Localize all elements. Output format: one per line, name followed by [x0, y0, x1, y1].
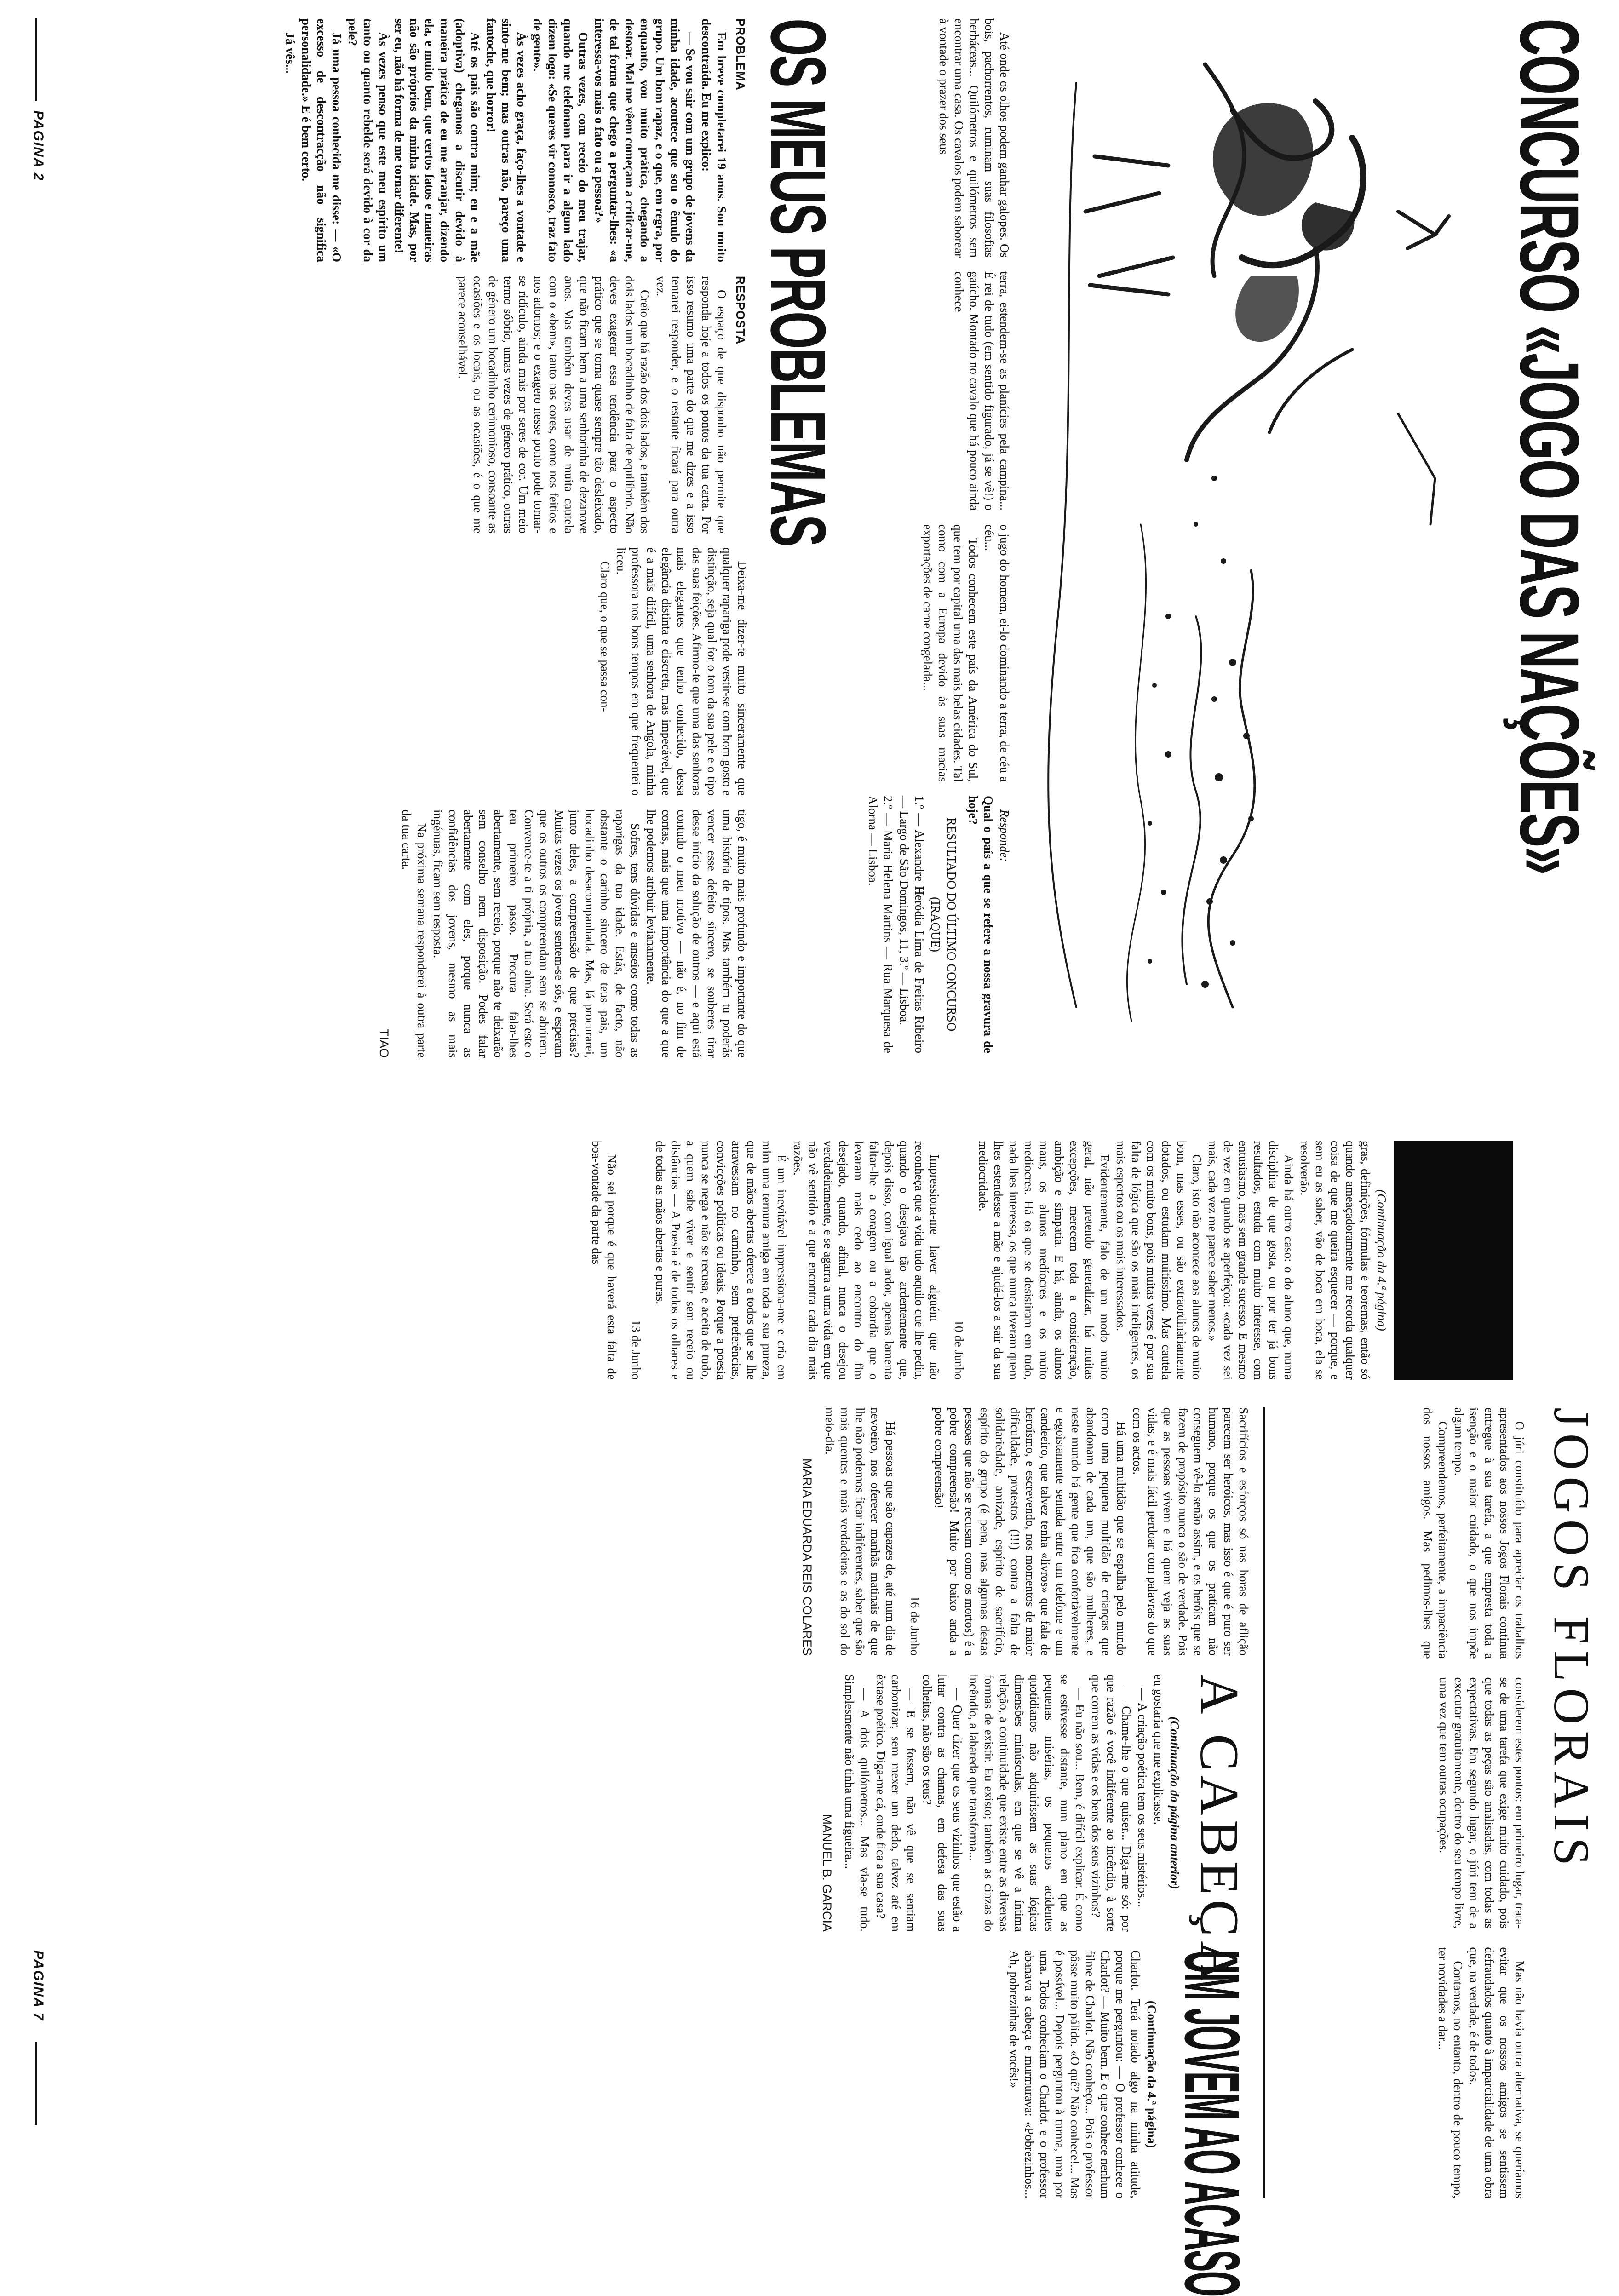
- problem-paragraph-8: Já vês...: [283, 32, 297, 74]
- problem-paragraph-6: Às vezes penso que este meu espírito um tanto ou quanto rebelde será devido à cor da pele?: [346, 18, 390, 262]
- jovem-column: [1005, 1950, 1159, 2198]
- folio-rule-right: [35, 2042, 37, 2125]
- jogos-florais-paragraph-3: Mas não havia outra alternativa, se queríamos evitar que os nossos amigos se sentissem defraudados quanto à imparcialidade de uma obra que, na verdade, é de todos.: [1467, 1947, 1527, 2198]
- folio-right: PAGINA 7: [31, 1950, 46, 2021]
- answer-paragraph-5: tigo, é muito mais profundo e importante do que uma história de tipos. Mas também tu poderás vencer esse defeito sincero, se souberes tirar desse início da solução de outros — e aqui está contudo o meu motivo — não é, no fim de contas, mais que uma importância do que a que lhe podemos atribuir levianamente.: [644, 809, 749, 1058]
- cabeca-paragraph-1: eu gostaria que me explicasse.: [1152, 1674, 1165, 1825]
- cabeca-paragraph-3: — Chame-lhe o que quiser... Diga-me só: por que razão é você indiferente ao incêndio, à sorte que correm as vidas e os bens dos seus vizinhos?: [1089, 1674, 1133, 1932]
- problem-paragraph-5: Até os pais são contra mim; eu e a mãe (adoptiva) chegamos a discutir devido à maneira prática de eu me arranjar, dizendo ela, e muito bem, que certos fatos e maneiras não são próprios da minha idade. Mas, por ser eu, não há forma de me tornar diferente!: [392, 18, 482, 262]
- cabeca-column: [818, 1674, 1182, 1932]
- problem-label: PROBLEMA: [734, 18, 747, 91]
- continuation-column-1: [588, 1141, 1389, 1380]
- continuation-paragraph-6: É um inevitável impressiona-me e cria em mim uma ternura amiga em toda a sua pureza, que de mãos abertas oferece a todos que se lhe atravessam no caminho, sem preferências, convicções políticas ou ideais. Porque a poesia nunca se nega e não se recusa, e aceita de tudo, a quem sabe viver e sentir sem receio ou distâncias — A Poesia é de todos os olhares e de todas as mãos abertas e puras.: [654, 1141, 789, 1380]
- cabeca-signature: MANUEL B. GARCIA: [820, 1814, 834, 1932]
- problem-paragraph-3: Outras vezes, com receio do meu trajar, quando me telefonam para ir a algum lado dizem logo: «Se queres vir connosco, traz fato de gente».: [531, 18, 590, 262]
- cabeca-paragraph-2: — A criação poética tem os seus mistérios...: [1136, 1688, 1149, 1907]
- jovem-paragraph-b2: Há uma multidão que se espalha pelo mundo como uma pequena multidão de crianças que abandonam de cada um, que são mulheres, e neste mundo há gente que fica confortàvelmente e egoìstamente sentada entre um telefone e um candeeiro, que talvez tenha «livros» que fala de heroísmo, e escrevendo, nos momentos de maior dificuldade, protestos (!!!) contra a falta de solidariedade, amizade, espírito de sacrifício, espírito do grupo (é pena, mas algumas destas pessoas que não se recusam como os mortos) é a pobre compreensão! Muito por baixo anda a pobre compreensão!: [932, 1407, 1128, 1656]
- concurso-paragraph-1: Até onde os olhos podem ganhar galopes. Os bois, pachorrentos, ruminam suas filosofias herbáceas... Quilómetros e quilómetros sem encontrar uma casa. Os cavalos podem saborear à vontade o prazer dos seus: [937, 18, 1011, 258]
- cabeca-paragraph-4: — Eu não sou... Bem, é difícil explicar. É como se estivesse distante, num plano em que as pequenas misérias, os pequenos acidentes quotidianos não adquirissem as suas lógicas dimensões minúsculas, em que se vê a íntima relação, a continuidade que existe entre as diversas formas de existir. Eu existo; também as cinzas do incêndio, a labareda que transforma...: [967, 1674, 1087, 1932]
- jogos-florais-paragraph-4: Contamos, no entanto, dentro de pouco tempo, ter novidades a dar...: [1436, 1947, 1465, 2198]
- concurso-paragraph-4: Todos conhecem este país da América do Sul, que tem por capital uma das mais belas cidades. Tal como com a Europa devido às suas macias exportações de carne congelada...: [921, 524, 980, 782]
- continuation-paragraph-1: gras, definições, fórmulas e teoremas, então só quando ameaçadoramente me recorda qualquer coisa de que me queira esquecer — porque, e sem eu as saber, vão de boca em boca, ela se resolverão.: [1298, 1141, 1372, 1380]
- winner-1: 1.º — Alexandre Heródia Lima de Freitas Ribeiro — Largo de São Domingos, 11, 3.º — Lisboa.: [897, 796, 926, 1053]
- cabeca-title: A CABEÇA: [1189, 1674, 1250, 1986]
- concurso-text-2: [950, 271, 1012, 511]
- cabeca-paragraph-6: — E se fossem, não vê que se sentiam carbonizar, sem mexer um dedo, talvez até em êxtase poético. Diga-me cá, onde fica a sua casa?: [874, 1674, 918, 1932]
- answer-column-1: [454, 276, 750, 534]
- date-2: 13 de Junho: [629, 1320, 643, 1380]
- page-7: [0, 1122, 1619, 2296]
- continuation-paragraph-3: Claro, isto não acontece aos alunos de muito bom, mas esses, ou são extraordinàriamente dotados, ou estudam muitíssimo. Mas cautela com os muito bons, pois muitas vezes é por sua falta de lógica que são os mais inteligentes, os mais espertos ou os mais interessados.: [1114, 1141, 1204, 1380]
- problem-paragraph-7: Já uma pessoa conhecida me disse: — «O excesso de descontracção não significa personalidade.» E é bem certo.: [299, 18, 344, 262]
- jogos-florais-paragraph-1: O júri constituído para apreciar os trabalhos apresentados aos nossos Jogos Florais continua entregue à sua tarefa, a que empresta toda a isenção e o maior cuidado, o que nos impõe algum tempo.: [1452, 1407, 1527, 1659]
- jogos-florais-title: JOGOS FLORAIS: [1544, 1407, 1600, 1872]
- concurso-text-1: [935, 18, 1012, 258]
- folio-rule-left: [35, 18, 37, 101]
- problem-paragraph-1: Em breve completarei 19 anos. Sou muito descontraída. Eu me explico:: [700, 18, 729, 262]
- answer-column-2: [596, 547, 750, 796]
- answer-paragraph-2: Creio que há razão dos dois lados, e também dos dois lados um bocadinho de falta de equilíbrio. Não deves exagerar essa tendência para o aspecto prático que se torna quase sempre tão desleixado, que não ficam bem a uma senhorinha de dezanove anos. Mas também deves usar de muita cautela com o «bem», tanto nas cores, como nos feitios e nos adornos; e o exagero nesse ponto pode tornar-se ridículo, ainda mais por seres de cor. Um meio termo sóbrio, umas vezes de género prático, outras de género um bocadinho cerimonioso, consoante as ocasiões e os locais, ou as ocasiões, é o que me parece aconselhável.: [456, 276, 652, 534]
- jovem-title: UM JOVEM AO ACASO: [1168, 1950, 1256, 2296]
- jogos-florais-column: [1420, 1407, 1527, 2198]
- answer-label: RESPOSTA: [734, 276, 747, 345]
- problem-column: [281, 18, 750, 262]
- jovem-paragraph-b1: Sacrifícios e esforços só nas horas de aflição parecem ser heróicos, mas isso é que é puro ser humano, porque os que os praticam não conseguem vê-lo senão assim, e os heróis que se fazem de propósito nunca o são de verdade. Pois que as pessoas vivem e há quem veja as suas vidas, e é mais fácil perdoar com palavras do que com os actos.: [1131, 1407, 1251, 1656]
- jovem-signature: MARIA EDUARDA REIS COLARES: [800, 1458, 814, 1656]
- date-3: 16 de Junho: [908, 1596, 922, 1656]
- continuation-label-1: (Continuação da 4.ª página): [1375, 1189, 1389, 1331]
- concurso-paragraph-2: terra, estendem-se as planícies pela campina... É rei de tudo (em sentido figurado, já se vê!) o gaúcho. Montado no cavalo que há pouco ainda conhece: [952, 271, 1011, 511]
- problemas-signature: TIAO: [377, 1028, 391, 1058]
- cabeca-paragraph-7: — A dois quilómetros... Mas via-se tudo. Simplesmente não tinha uma figueira...: [843, 1674, 872, 1932]
- section-divider: [1263, 1407, 1265, 2198]
- cabeca-cont-label: (Continuação da página anterior): [1168, 1716, 1182, 1889]
- result-country: (IRAQUE): [929, 897, 942, 952]
- jovem-column-text: [798, 1407, 1251, 1656]
- problemas-title: OS MEUS PROBLEMAS: [754, 18, 842, 546]
- answer-paragraph-1: O espaço de que disponho não permite que responda hoje a todos os pontos da tua carta. Por isso resumo uma parte do que me dizes e a isso tentarei responder, e o restante ficará para outra vez.: [654, 276, 729, 534]
- answer-paragraph-3: Deixa-me dizer-te muito sinceramente que qualquer rapariga pode vestir-se com bom gosto e distinção, seja qual for o tom da sua pele e o tipo das suas feições. Afirmo-te que uma das senhoras mais elegantes que tenho conhecido, dessa elegância distinta e discreta, mas impecável, que é a mais difícil, uma senhora de Angola, minha professora nos bons tempos em que frequentei o liceu.: [614, 547, 749, 796]
- winner-2: 2.º — Maria Helena Martins — Rua Marquesa de Alorna — Lisboa.: [866, 796, 895, 1053]
- page-2: [0, 0, 1619, 1076]
- continuation-paragraph-7: Não sei porque é que haverá esta falta de boa-vontade da parte das: [590, 1141, 619, 1380]
- black-box-decoration: [1394, 1141, 1513, 1380]
- answer-paragraph-6: Sofres, tens dúvidas e anseios como todas as raparigas da tua idade. Estás, de facto, não obstante o carinho sincero de teus pais, um bocadinho desacompanhada. Mas, lá procurarei, junto deles, a compreensão de que precisas? Muitas vezes os jovens sentem-se sós, e esperam que os outros os compreendam sem se abrirem. Convence-te a ti própria, a tua alma. Será este o teu primeiro passo. Procura falar-lhes abertamente, sem receio, porque não te deixarão sem conselho nem disposição. Podes falar abertamente com eles, porque nunca as confidências dos jovens, mesmo as mais ingénuas, ficam sem resposta.: [431, 809, 642, 1058]
- problem-paragraph-4: Às vezes acho graça, faço-lhes a vontade e sinto-me bem; mas outras não, pareço uma fantoche, que horror!: [484, 18, 528, 262]
- jovem-cont-label: (Continuação da 4.ª página): [1145, 2000, 1159, 2148]
- concurso-question: Qual o país a que se refere a nossa gravura de hoje?: [966, 796, 995, 1053]
- gaucho-horse-drawing-icon: [1021, 18, 1490, 1053]
- jovem-paragraph-a: Há pessoas que são capazes de, até num dia de nevoeiro, nos oferecer manhãs matinais de que lhe não podemos ficar indiferentes, saber que são mais quentes e mais verdadeiras e as do sol do meio-dia.: [823, 1407, 897, 1656]
- continuation-paragraph-4: Evidentemente, falo de um modo muito geral, não pretendo generalizar, há muitas excepções, merecem toda a consideração, ambição e simpatia. E há, ainda, os alunos maus, os alunos medíocres e os muito medíocres. Há os que se desistiram em tudo, nada lhes interessa, os que nunca tiveram quem lhes estendesse a mão e ajudá-los a sair da sua mediocridade.: [976, 1141, 1112, 1380]
- problem-paragraph-2: — Se vou sair com um grupo de jovens da minha idade, acontece que sou o êmulo do grupo. Um bom rapaz, e o que, em regra, por enquanto, vou muito prática, chegando a destoar. Mal me vêem começam a criticar-me, de tal forma que chego a perguntar-lhes: «a interessa-vos mais o fato ou a pessoa?»: [592, 18, 697, 262]
- jovem-paragraph: Charlot. Terá notado algo na minha atitude, porque me perguntou: — O professor conhece o Charlot? — Muito bem. E o que conhece nenhum filme de Charlot. Não conheço... Pois o professor pâsse muito pálido. «O quê? Não conhece!... Mas é possível... Depois perguntou à turma, uma por uma. Todos conheciam o Charlot, e o professor abanava a cabeça e murmurava: «Pobrezinhos... Ah, pobrezinhas de vocês!»: [1007, 1950, 1142, 2198]
- responde-label: Responde:: [998, 809, 1011, 862]
- result-title: RESULTADO DO ÚLTIMO CONCURSO: [945, 817, 959, 1032]
- folio-left: PAGINA 2: [31, 110, 46, 182]
- answer-paragraph-4: Claro que, o que se passa con-: [598, 561, 612, 712]
- concurso-question-block: [864, 796, 1012, 1053]
- jogos-florais-paragraph-2: Compreendemos, perfeitamente, a impaciência dos nossos amigos. Mas pedimos-lhes que considerem estes pontos: em primeiro lugar, trata-se de uma tarefa que exige muito cuidado, pois que todas as peças são analisadas, com todas as expectativas. Em segundo lugar, o júri tem de a executar gratuitamente, dentro do seu tempo livre, uma vez que tem outras ocupações.: [1421, 1407, 1527, 1929]
- answer-column-3: [375, 809, 750, 1058]
- continuation-paragraph-5: Impressiona-me haver alguém que não reconheça que a vida tudo aquilo que lhe pediu, quando o desejava tão ardentemente que, depois disso, com igual ardor, apenas lamenta faltar-lhe a coragem ou a cobardia que o levaram mais cedo ao encontro do fim desejado, quando, afinal, nunca o desejou verdadeiramente, e se agarra a uma vida em que não vê sentido e a que encontra cada dia mais razões.: [791, 1141, 942, 1380]
- concurso-title: CONCURSO «JOGO DAS NAÇÕES»: [1503, 18, 1596, 874]
- concurso-paragraph-3: o jugo do homem, ei-lo dominando a terra, de céu a céu...: [982, 524, 1011, 782]
- concurso-text-3: [919, 524, 1012, 782]
- answer-paragraph-7: Na próxima semana responderei à outra parte da tua carta.: [400, 809, 429, 1058]
- cabeca-paragraph-5: — Quer dizer que os seus vizinhos que estão a lutar contra as chamas, em defesa das suas colheitas, não são os teus?: [920, 1674, 965, 1932]
- date-1: 10 de Junho: [952, 1320, 966, 1380]
- continuation-paragraph-2: Ainda há outro caso: o do aluno que, numa disciplina de que gosta, ou por ter já bons resultados, estuda com muito interesse, com entusiasmo, mas sem grande sucesso. E mesmo de vez em quando se aperfeiçoa: «cada vez sei mais, cada vez me parece saber menos.»: [1206, 1141, 1296, 1380]
